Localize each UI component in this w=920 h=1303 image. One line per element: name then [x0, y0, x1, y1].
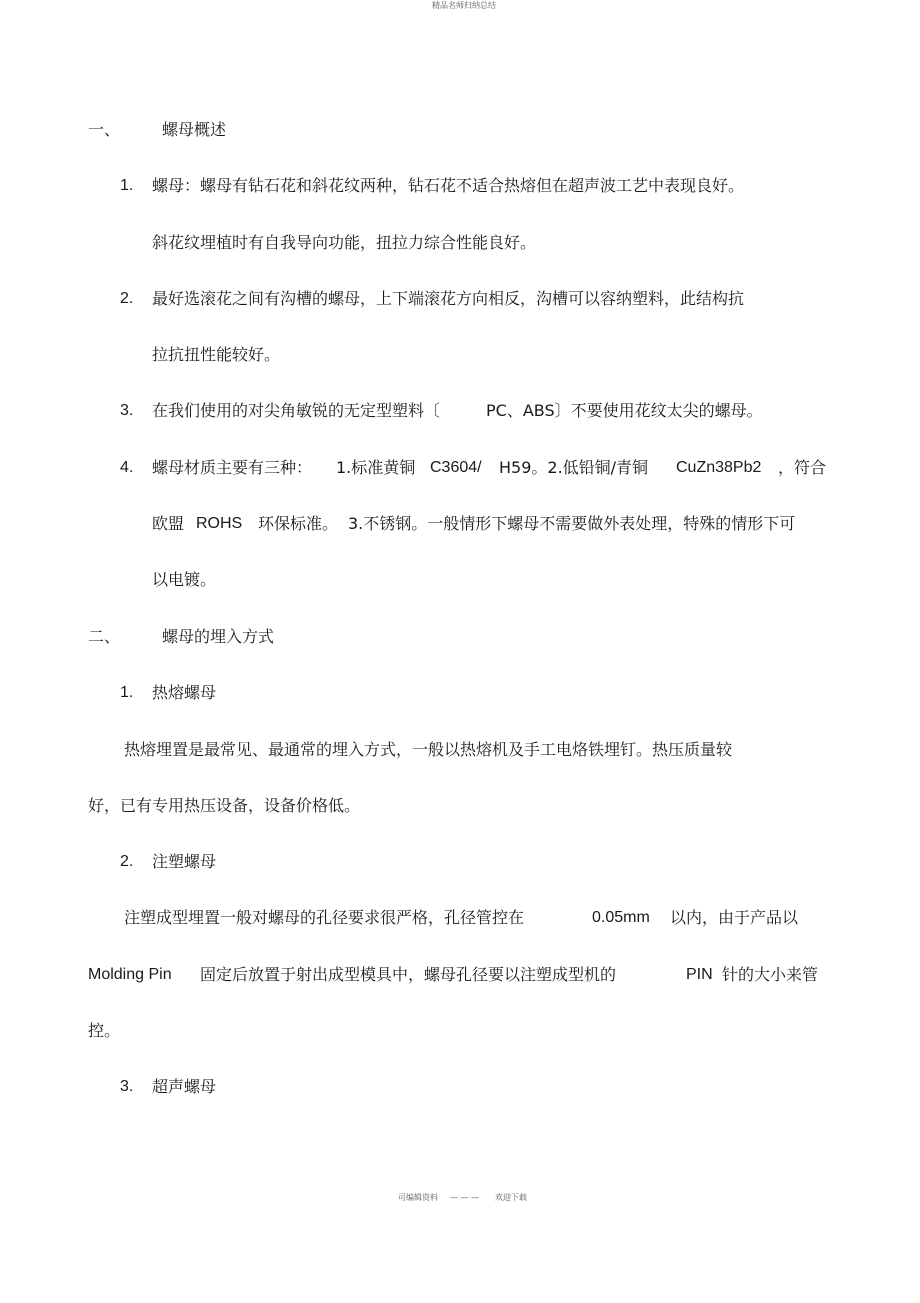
- item-2-2-number: 2.: [120, 853, 134, 870]
- footer-right: 欢迎下载: [495, 1193, 527, 1202]
- item-2-3-title: 超声螺母: [152, 1077, 217, 1096]
- item-2-2-title: 注塑螺母: [152, 852, 217, 871]
- item-2-2-text-b: 0.05mm: [592, 909, 650, 926]
- item-2-1-line-1: 热熔埋置是最常见、最通常的埋入方式，一般以热熔机及手工电烙铁埋钉。热压质量较: [124, 740, 733, 759]
- item-1-1-line-1: 螺母：螺母有钻石花和斜花纹两种，钻石花不适合热熔但在超声波工艺中表现良好。: [152, 176, 745, 195]
- item-1-4-text-h: ROHS: [196, 515, 243, 532]
- item-2-2-text-c: 以内，由于产品以: [670, 908, 799, 927]
- item-1-4-text-a: 螺母材质主要有三种：: [152, 458, 313, 477]
- section-1-title: 螺母概述: [162, 120, 227, 139]
- item-2-2-text-a: 注塑成型埋置一般对螺母的孔径要求很严格，孔径管控在: [124, 908, 525, 927]
- item-2-2-text-d: Molding Pin: [88, 966, 172, 983]
- item-2-3-number: 3.: [120, 1078, 134, 1095]
- item-1-4-number: 4.: [120, 459, 134, 476]
- footer-left: 可编辑资料: [398, 1193, 438, 1202]
- section-2-number: 二、: [88, 627, 121, 646]
- item-1-2-line-1: 最好选滚花之间有沟槽的螺母，上下端滚花方向相反，沟槽可以容纳塑料，此结构抗: [152, 289, 745, 308]
- item-1-4-text-d: H59。2.低铅铜/青铜: [499, 458, 649, 477]
- item-2-2-text-f: PIN: [686, 966, 713, 983]
- item-1-1-number: 1.: [120, 177, 134, 194]
- item-1-4-text-c: C3604/: [430, 459, 482, 476]
- item-1-2-number: 2.: [120, 290, 134, 307]
- item-1-4-text-f: ，符合: [778, 458, 827, 477]
- item-1-4-text-g: 欧盟: [152, 514, 185, 533]
- item-1-4-text-j: 3.不锈钢。一般情形下螺母不需要做外表处理，特殊的情形下可: [348, 514, 796, 533]
- item-2-1-number: 1.: [120, 684, 134, 701]
- item-1-4-text-i: 环保标准。: [258, 514, 339, 533]
- item-1-3-text-b: PC、ABS〕不要使用花纹太尖的螺母。: [486, 401, 763, 420]
- page-header: 精品名师归纳总结: [432, 1, 496, 10]
- section-2-title: 螺母的埋入方式: [162, 627, 275, 646]
- item-2-1-title: 热熔螺母: [152, 683, 217, 702]
- item-1-4-text-k: 以电镀。: [152, 570, 217, 589]
- item-1-3-text-a: 在我们使用的对尖角敏锐的无定型塑料〔: [152, 401, 441, 420]
- item-1-3-number: 3.: [120, 402, 134, 419]
- footer-dashes: — — —: [450, 1193, 480, 1202]
- item-2-2-text-e: 固定后放置于射出成型模具中，螺母孔径要以注塑成型机的: [200, 965, 617, 984]
- item-2-1-line-2: 好，已有专用热压设备，设备价格低。: [88, 796, 361, 815]
- item-2-2-text-g: 针的大小来管: [722, 965, 819, 984]
- item-1-4-text-b: 1.标准黄铜: [336, 458, 416, 477]
- item-1-4-text-e: CuZn38Pb2: [676, 459, 762, 476]
- item-2-2-text-h: 控。: [88, 1021, 121, 1040]
- section-1-number: 一、: [88, 120, 121, 139]
- item-1-2-line-2: 拉抗扭性能较好。: [152, 345, 281, 364]
- item-1-1-line-2: 斜花纹埋植时有自我导向功能，扭拉力综合性能良好。: [152, 233, 537, 252]
